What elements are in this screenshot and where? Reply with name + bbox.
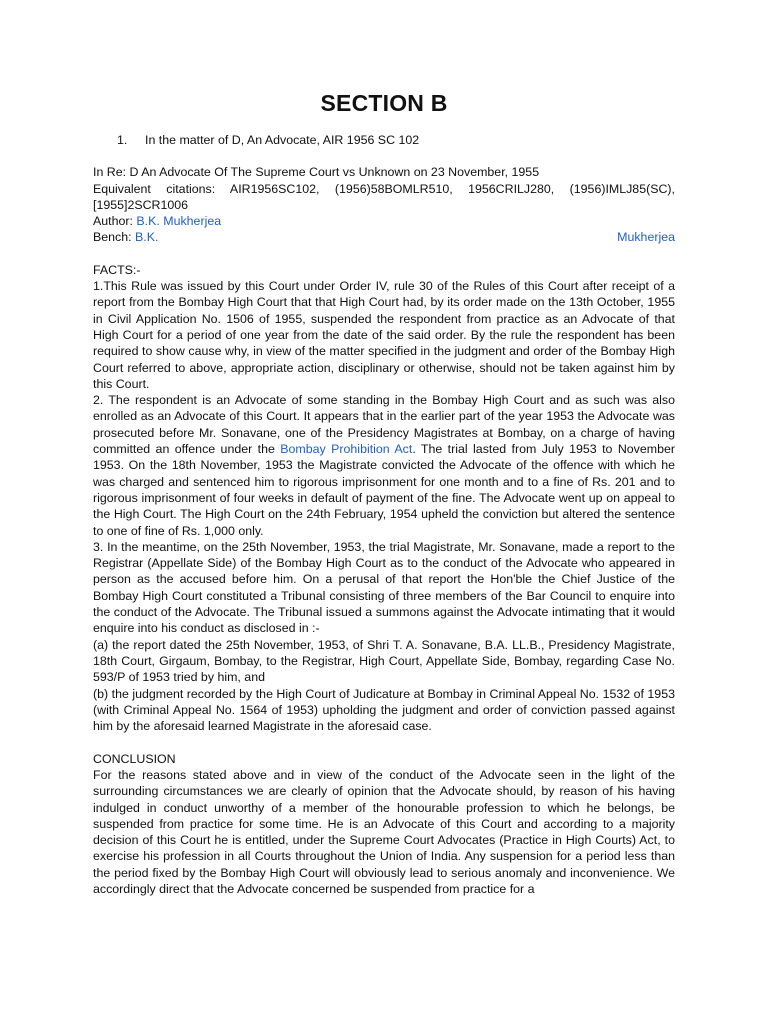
facts-paragraph-3: 3. In the meantime, on the 25th November, 1953, the trial Magistrate, Mr. Sonavane, made a report to the Registrar (Appellate Side) of the Bombay High Court as to the conduct of the Advocate who appeared in person as the accused before him. On a perusal of that report the Hon'ble the Chief Justice of the Bombay High Court constituted a Tribunal consisting of three members of the Bar Council to enquire into the conduct of the Advocate. The Tribunal issued a summons against the Advocate intimating that it would enquire into his conduct as disclosed in :- bbox=[93, 539, 675, 636]
facts-paragraph-2-text: 2. The respondent is an Advocate of some standing in the Bombay High Court and as such was also enrolled as an Advocate of this Court. It appears that in the earlier part of the year 1953 the Advocate was prosecuted before Mr. Sonavane, one of the Presidency Magistrates at Bombay, on a charge of having committed an offence under the bbox=[93, 393, 675, 457]
author-line bbox=[93, 213, 675, 229]
case-number: 1. bbox=[117, 133, 128, 147]
facts-paragraph-3a: (a) the report dated the 25th November, 1953, of Shri T. A. Sonavane, B.A. LL.B., Presidency Magistrate, 18th Court, Girgaum, Bombay, to the Registrar, High Court, Appellate Side, Bombay, regarding Case No. 593/P of 1953 tried by him, and bbox=[93, 637, 675, 685]
facts-paragraph-2-text-continued: . The trial lasted from July 1953 to November 1953. On the 18th November, 1953 the Magistrate convicted the Advocate of the offence with which he was charged and sentenced him to rigorous imprisonment for one month and to a fine of Rs. 201 and to rigorous imprisonment of four weeks in default of payment of the fine. The Advocate went up on appeal to the High Court. The High Court on the 24th February, 1954 upheld the conviction but altered the sentence to one of fine of Rs. 1,000 only. bbox=[93, 442, 675, 538]
facts-heading: FACTS:- bbox=[93, 262, 141, 277]
conclusion-heading: CONCLUSION bbox=[93, 751, 176, 766]
bench-link-last[interactable]: Mukherjea bbox=[617, 230, 675, 245]
spacer bbox=[93, 734, 675, 750]
section-title: SECTION B bbox=[320, 90, 448, 116]
bench-first bbox=[93, 229, 158, 245]
bench-line bbox=[93, 229, 675, 245]
facts-paragraph-2 bbox=[93, 392, 675, 539]
case-list-item bbox=[93, 132, 675, 148]
facts-paragraph-3b: (b) the judgment recorded by the High Court of Judicature at Bombay in Criminal Appeal No. 1532 of 1953 (with Criminal Appeal No. 1564 of 1953) upholding the judgment and order of conviction passed against him by the aforesaid learned Magistrate in the aforesaid case. bbox=[93, 686, 675, 734]
document-page bbox=[93, 88, 675, 897]
facts-paragraph-1: 1.This Rule was issued by this Court under Order IV, rule 30 of the Rules of this Court after receipt of a report from the Bombay High Court that that High Court had, by its order made on the 13th October, 1955 in Civil Application No. 1506 of 1955, suspended the respondent from practice as an Advocate of that High Court for a period of one year from the date of the said order. By the rule the respondent has been required to show cause why, in view of the matter specified in the judgment and order of the Bombay High Court referred to above, appropriate action, disciplinary or otherwise, should not be taken against him by this Court. bbox=[93, 279, 675, 391]
citations-line: Equivalent citations: AIR1956SC102, (1956)58BOMLR510, 1956CRILJ280, (1956)IMLJ85(SC), bbox=[93, 181, 675, 196]
citations-line-continued: [1955]2SCR1006 bbox=[93, 197, 189, 212]
author-link[interactable]: B.K. Mukherjea bbox=[136, 214, 222, 229]
bench-link-first[interactable]: B.K. bbox=[135, 230, 159, 245]
case-title: In the matter of D, An Advocate, AIR 1956 SC 102 bbox=[145, 133, 420, 147]
case-list bbox=[93, 132, 675, 148]
bench-label: Bench: bbox=[93, 230, 136, 245]
case-metadata bbox=[93, 164, 675, 245]
in-re-line: In Re: D An Advocate Of The Supreme Court vs Unknown on 23 November, 1955 bbox=[93, 165, 540, 180]
bombay-prohibition-act-link[interactable]: Bombay Prohibition Act bbox=[280, 442, 413, 457]
conclusion-paragraph: For the reasons stated above and in view of the conduct of the Advocate seen in the light of the surrounding circumstances we are clearly of opinion that the Advocate should, by reason of his having indulged in conduct unworthy of a member of the honourable profession to which he belongs, be suspended from practice for some time. He is an Advocate of this Court and according to a majority decision of this Court he is entitled, under the Supreme Court Advocates (Practice in High Courts) Act, to exercise his profession in all Courts throughout the Union of India. Any suspension for a period less than the period fixed by the Bombay High Court will obviously lead to serious anomaly and inconvenience. We accordingly direct that the Advocate concerned be suspended from practice for a bbox=[93, 767, 675, 897]
author-label: Author: bbox=[93, 214, 137, 229]
